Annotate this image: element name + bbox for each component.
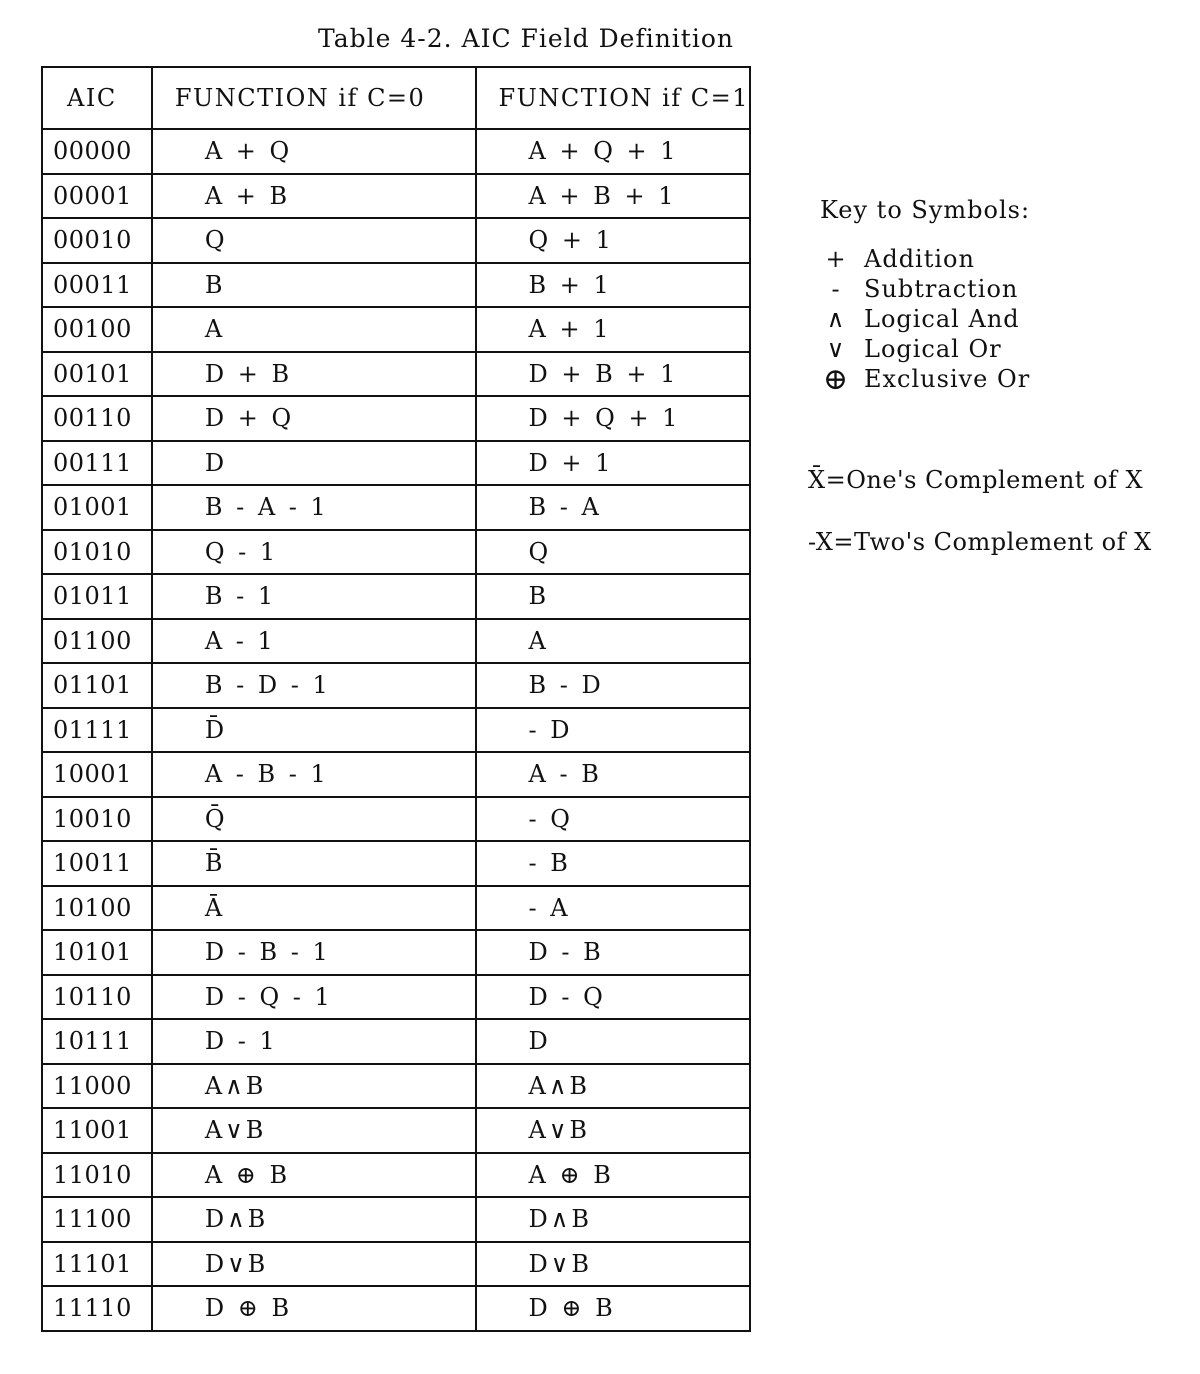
twos-complement-note: -X=Two's Complement of X xyxy=(808,528,1152,556)
aic-code-cell: 11101 xyxy=(42,1242,152,1287)
key-item xyxy=(808,334,1030,364)
key-label: Logical And xyxy=(864,305,1020,333)
aic-code-cell: 10101 xyxy=(42,930,152,975)
table-row xyxy=(42,797,750,842)
aic-code-cell: 11010 xyxy=(42,1153,152,1198)
function-c1-cell: B + 1 xyxy=(476,263,750,308)
function-c1-cell: D ⊕ B xyxy=(476,1286,750,1331)
function-c1-cell: Q + 1 xyxy=(476,218,750,263)
function-c1-cell: D + 1 xyxy=(476,441,750,486)
function-c0-cell: Q - 1 xyxy=(152,530,476,575)
aic-code-cell: 10011 xyxy=(42,841,152,886)
table-row xyxy=(42,218,750,263)
function-c0-cell: D̄ xyxy=(152,708,476,753)
function-c0-cell: B̄ xyxy=(152,841,476,886)
aic-code-cell: 01101 xyxy=(42,663,152,708)
function-c1-cell: A ⊕ B xyxy=(476,1153,750,1198)
table-row xyxy=(42,574,750,619)
function-c1-cell: Q xyxy=(476,530,750,575)
aic-code-cell: 10110 xyxy=(42,975,152,1020)
aic-code-cell: 00111 xyxy=(42,441,152,486)
minus-symbol: - xyxy=(831,275,841,303)
aic-code-cell: 01011 xyxy=(42,574,152,619)
header-function-c1: FUNCTION if C=1 xyxy=(476,67,750,129)
aic-code-cell: 11001 xyxy=(42,1108,152,1153)
function-c1-cell: B - D xyxy=(476,663,750,708)
table-row xyxy=(42,263,750,308)
table-row xyxy=(42,930,750,975)
function-c0-cell: B - A - 1 xyxy=(152,485,476,530)
table-row xyxy=(42,441,750,486)
aic-code-cell: 10100 xyxy=(42,886,152,931)
and-symbol: ∧ xyxy=(826,305,846,333)
function-c1-cell: - A xyxy=(476,886,750,931)
function-c0-cell: D + Q xyxy=(152,396,476,441)
table-row xyxy=(42,663,750,708)
function-c0-cell: A + Q xyxy=(152,129,476,174)
header-aic: AIC xyxy=(42,67,152,129)
header-row xyxy=(42,67,750,129)
table-row xyxy=(42,1197,750,1242)
function-c0-cell: A∧B xyxy=(152,1064,476,1109)
function-c1-cell: A xyxy=(476,619,750,664)
aic-code-cell: 00010 xyxy=(42,218,152,263)
key-label: Addition xyxy=(864,245,975,273)
key-label: Exclusive Or xyxy=(864,365,1031,393)
table-row xyxy=(42,1064,750,1109)
function-c0-cell: D xyxy=(152,441,476,486)
table-title: Table 4-2. AIC Field Definition xyxy=(318,24,734,53)
aic-code-cell: 01010 xyxy=(42,530,152,575)
function-c1-cell: B xyxy=(476,574,750,619)
function-c0-cell: D + B xyxy=(152,352,476,397)
aic-code-cell: 10001 xyxy=(42,752,152,797)
key-item xyxy=(808,304,1030,334)
function-c0-cell: A - B - 1 xyxy=(152,752,476,797)
function-c1-cell: A∧B xyxy=(476,1064,750,1109)
table-row xyxy=(42,1153,750,1198)
key-item xyxy=(808,244,1030,274)
key-label: Subtraction xyxy=(864,275,1019,303)
table-row xyxy=(42,708,750,753)
function-c0-cell: Ā xyxy=(152,886,476,931)
table-row xyxy=(42,485,750,530)
function-c0-cell: D∨B xyxy=(152,1242,476,1287)
table-row xyxy=(42,1242,750,1287)
function-c0-cell: B - 1 xyxy=(152,574,476,619)
aic-code-cell: 00011 xyxy=(42,263,152,308)
aic-code-cell: 01001 xyxy=(42,485,152,530)
function-c0-cell: A∨B xyxy=(152,1108,476,1153)
function-c0-cell: A ⊕ B xyxy=(152,1153,476,1198)
function-c1-cell: A - B xyxy=(476,752,750,797)
function-c0-cell: A xyxy=(152,307,476,352)
function-c0-cell: D - B - 1 xyxy=(152,930,476,975)
table-row xyxy=(42,174,750,219)
function-c1-cell: A + Q + 1 xyxy=(476,129,750,174)
header-function-c0: FUNCTION if C=0 xyxy=(152,67,476,129)
aic-code-cell: 00110 xyxy=(42,396,152,441)
function-c1-cell: A + 1 xyxy=(476,307,750,352)
function-c0-cell: D∧B xyxy=(152,1197,476,1242)
table-row xyxy=(42,352,750,397)
xor-symbol: ⊕ xyxy=(822,361,850,397)
aic-code-cell: 11000 xyxy=(42,1064,152,1109)
function-c1-cell: D xyxy=(476,1019,750,1064)
function-c1-cell: D - B xyxy=(476,930,750,975)
key-item xyxy=(808,274,1030,304)
table-row xyxy=(42,841,750,886)
function-c0-cell: B xyxy=(152,263,476,308)
function-c0-cell: B - D - 1 xyxy=(152,663,476,708)
function-c0-cell: D - 1 xyxy=(152,1019,476,1064)
aic-code-cell: 01100 xyxy=(42,619,152,664)
table-row xyxy=(42,307,750,352)
function-c1-cell: D + B + 1 xyxy=(476,352,750,397)
function-c0-cell: A + B xyxy=(152,174,476,219)
table-row xyxy=(42,129,750,174)
function-c1-cell: D∧B xyxy=(476,1197,750,1242)
function-c1-cell: D + Q + 1 xyxy=(476,396,750,441)
or-symbol: ∨ xyxy=(826,335,846,363)
aic-code-cell: 10111 xyxy=(42,1019,152,1064)
table-row xyxy=(42,396,750,441)
function-c1-cell: A∨B xyxy=(476,1108,750,1153)
function-c1-cell: - D xyxy=(476,708,750,753)
key-label: Logical Or xyxy=(864,335,1002,363)
table-header xyxy=(42,67,750,129)
function-c1-cell: D - Q xyxy=(476,975,750,1020)
key-item xyxy=(808,361,1031,397)
table-body xyxy=(42,129,750,1331)
table-row xyxy=(42,619,750,664)
function-c1-cell: B - A xyxy=(476,485,750,530)
function-c0-cell: Q xyxy=(152,218,476,263)
table-row xyxy=(42,886,750,931)
function-c1-cell: D∨B xyxy=(476,1242,750,1287)
aic-code-cell: 00101 xyxy=(42,352,152,397)
function-c0-cell: D - Q - 1 xyxy=(152,975,476,1020)
function-c1-cell: - Q xyxy=(476,797,750,842)
ones-complement-note: X̄=One's Complement of X xyxy=(808,466,1144,494)
symbol-key xyxy=(808,196,1031,397)
function-c0-cell: D ⊕ B xyxy=(152,1286,476,1331)
function-c1-cell: - B xyxy=(476,841,750,886)
function-c0-cell: A - 1 xyxy=(152,619,476,664)
aic-code-cell: 00000 xyxy=(42,129,152,174)
aic-code-cell: 10010 xyxy=(42,797,152,842)
table-row xyxy=(42,752,750,797)
aic-code-cell: 01111 xyxy=(42,708,152,753)
table-row xyxy=(42,975,750,1020)
aic-field-table xyxy=(41,66,751,1332)
function-c1-cell: A + B + 1 xyxy=(476,174,750,219)
table-row xyxy=(42,1108,750,1153)
function-c0-cell: Q̄ xyxy=(152,797,476,842)
plus-symbol: + xyxy=(825,245,847,273)
table-row xyxy=(42,1019,750,1064)
aic-code-cell: 00100 xyxy=(42,307,152,352)
key-title: Key to Symbols: xyxy=(820,196,1031,224)
table-row xyxy=(42,530,750,575)
aic-code-cell: 11110 xyxy=(42,1286,152,1331)
aic-code-cell: 00001 xyxy=(42,174,152,219)
table-row xyxy=(42,1286,750,1331)
aic-code-cell: 11100 xyxy=(42,1197,152,1242)
